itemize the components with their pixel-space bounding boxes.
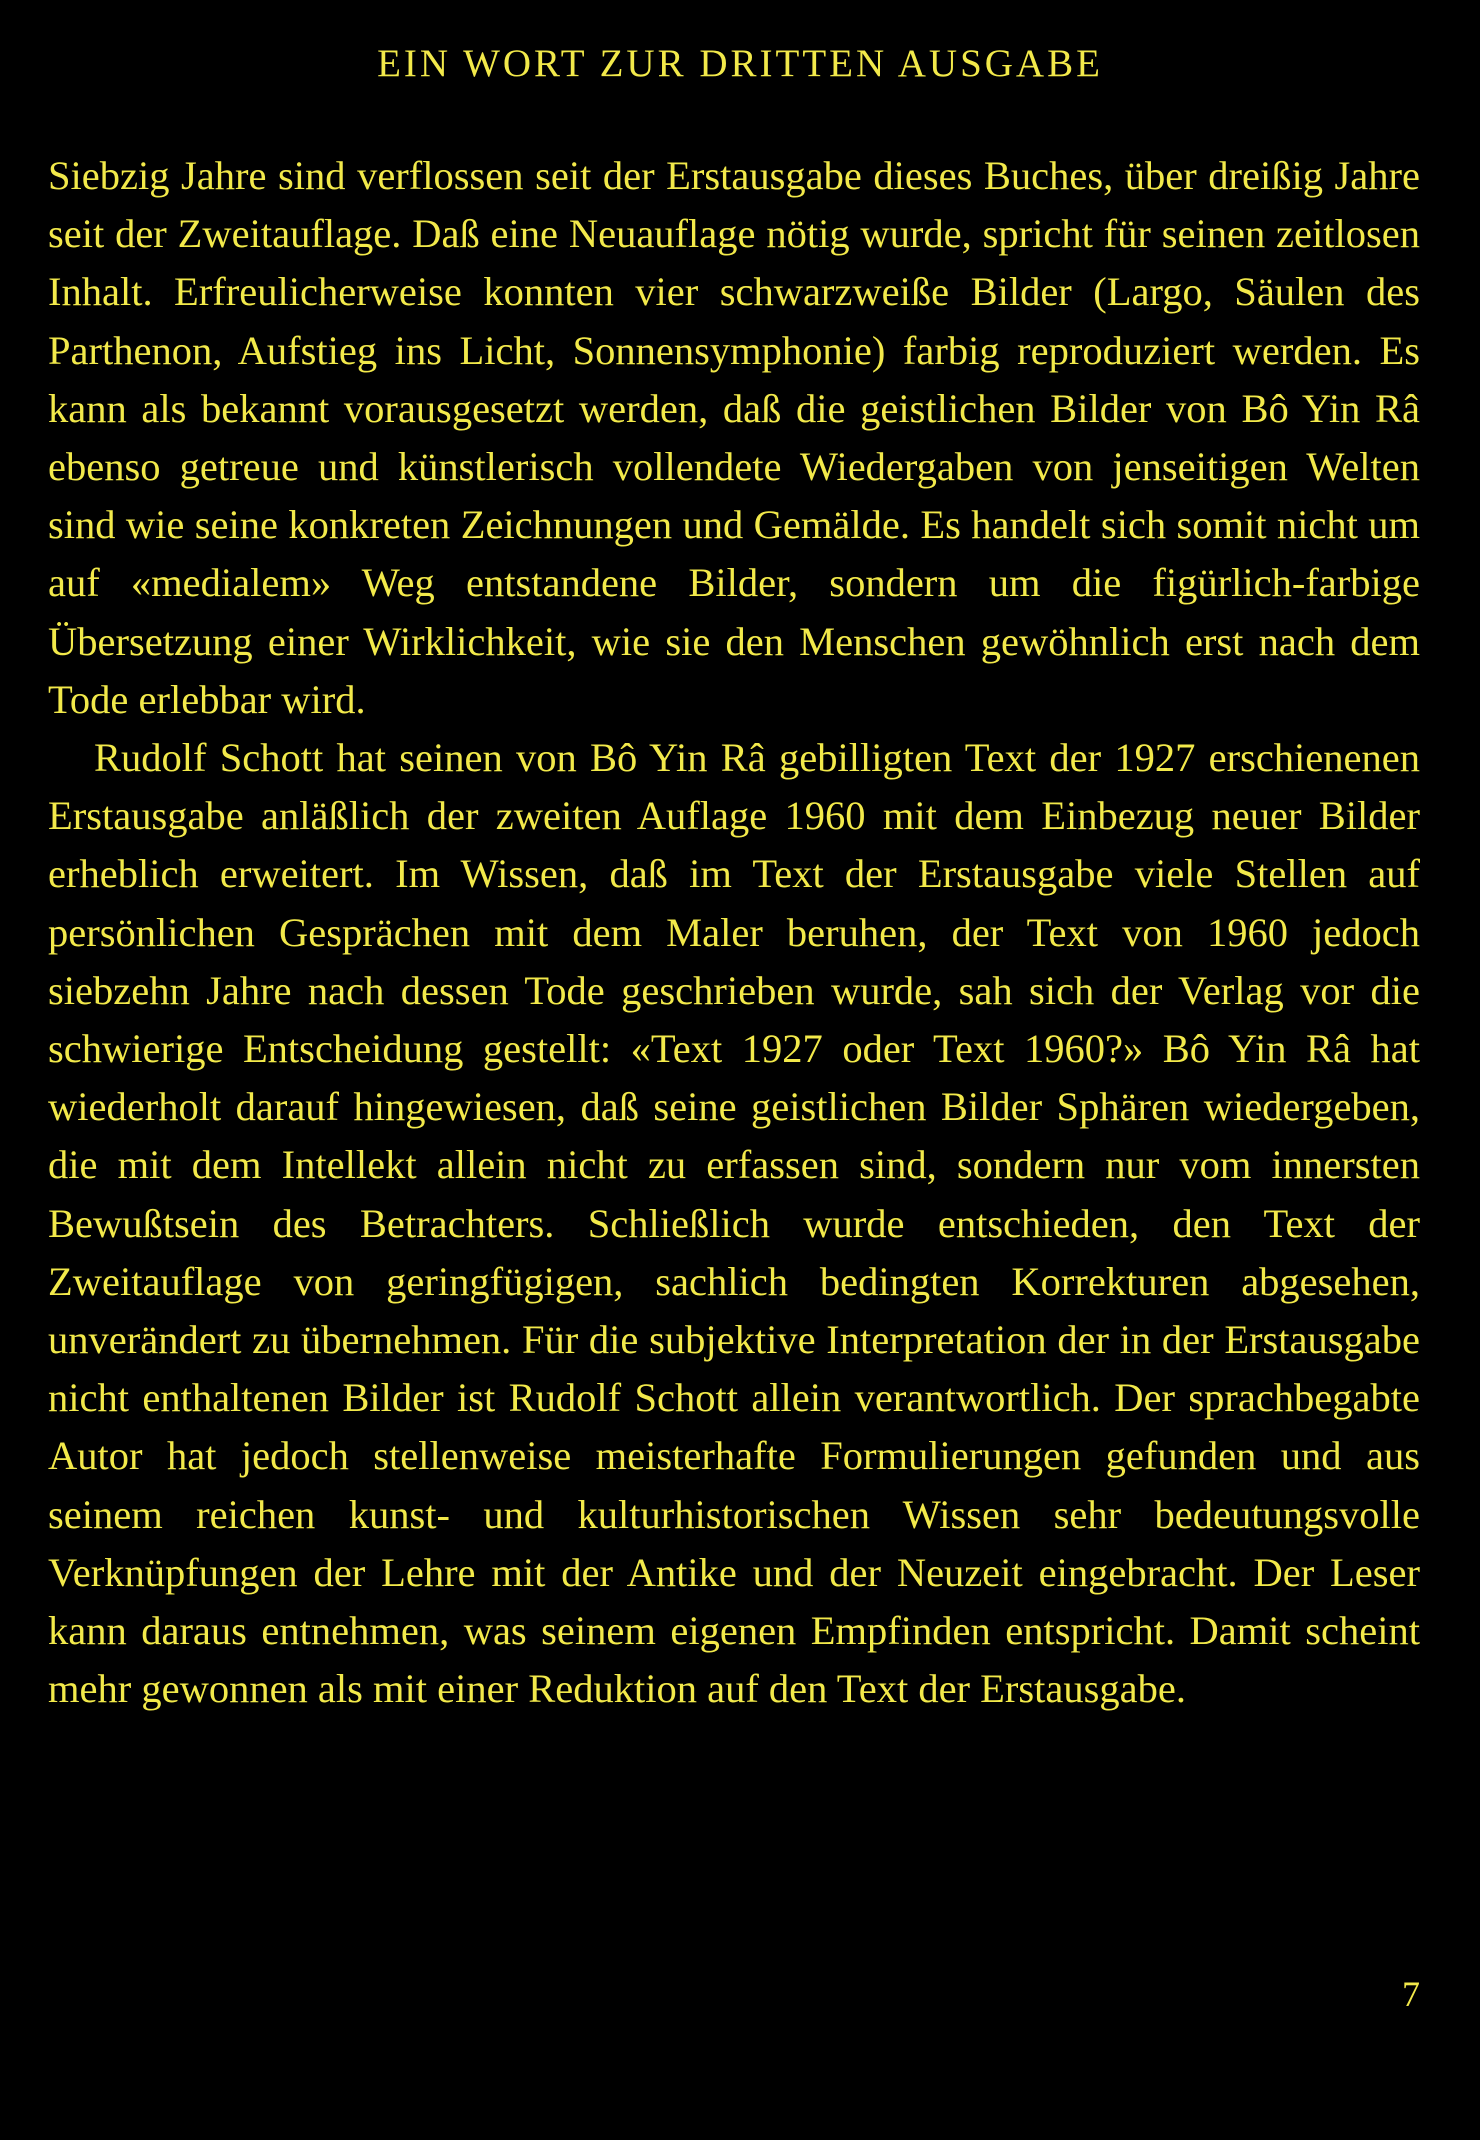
- paragraph-1: Siebzig Jahre sind verflossen seit der Erstausgabe dieses Buches, über dreißig Jahre seit der Zweitauflage. Daß eine Neuauflage nötig wurde, spricht für seinen zeitlosen Inhalt. Erfreulicherweise konnten vier schwarzweiße Bilder (Largo, Säulen des Parthenon, Aufstieg ins Licht, Sonnensymphonie) farbig reproduziert werden. Es kann als bekannt vorausgesetzt werden, daß die geistlichen Bilder von Bô Yin Râ ebenso getreue und künstlerisch vollendete Wiedergaben von jenseitigen Welten sind wie seine konkreten Zeichnungen und Gemälde. Es handelt sich somit nicht um auf «medialem» Weg entstandene Bilder, sondern um die figürlich-farbige Übersetzung einer Wirklichkeit, wie sie den Menschen gewöhnlich erst nach dem Tode erlebbar wird.: [48, 153, 1420, 722]
- body-text: [48, 147, 1420, 1718]
- page-number: 7: [1402, 1974, 1420, 2014]
- paragraph-2: Rudolf Schott hat seinen von Bô Yin Râ gebilligten Text der 1927 erschienenen Erstausgabe anläßlich der zweiten Auflage 1960 mit dem Einbezug neuer Bilder erheblich erweitert. Im Wissen, daß im Text der Erstausgabe viele Stellen auf persönlichen Gesprächen mit dem Maler beruhen, der Text von 1960 jedoch siebzehn Jahre nach dessen Tode geschrieben wurde, sah sich der Verlag vor die schwierige Entscheidung gestellt: «Text 1927 oder Text 1960?» Bô Yin Râ hat wiederholt darauf hingewiesen, daß seine geistlichen Bilder Sphären wiedergeben, die mit dem Intellekt allein nicht zu erfassen sind, sondern nur vom innersten Bewußtsein des Betrachters. Schließlich wurde entschieden, den Text der Zweitauflage von geringfügigen, sachlich bedingten Korrekturen abgesehen, unverändert zu übernehmen. Für die subjektive Interpretation der in der Erstausgabe nicht enthaltenen Bilder ist Rudolf Schott allein verantwortlich. Der sprachbegabte Autor hat jedoch stellenweise meisterhafte Formulierungen gefunden und aus seinem reichen kunst- und kulturhistorischen Wissen sehr bedeutungsvolle Verknüpfungen der Lehre mit der Antike und der Neuzeit eingebracht. Der Leser kann daraus entnehmen, was seinem eigenen Empfinden entspricht. Damit scheint mehr gewonnen als mit einer Reduktion auf den Text der Erstausgabe.: [48, 735, 1420, 1712]
- running-head: EIN WORT ZUR DRITTEN AUSGABE: [377, 42, 1103, 85]
